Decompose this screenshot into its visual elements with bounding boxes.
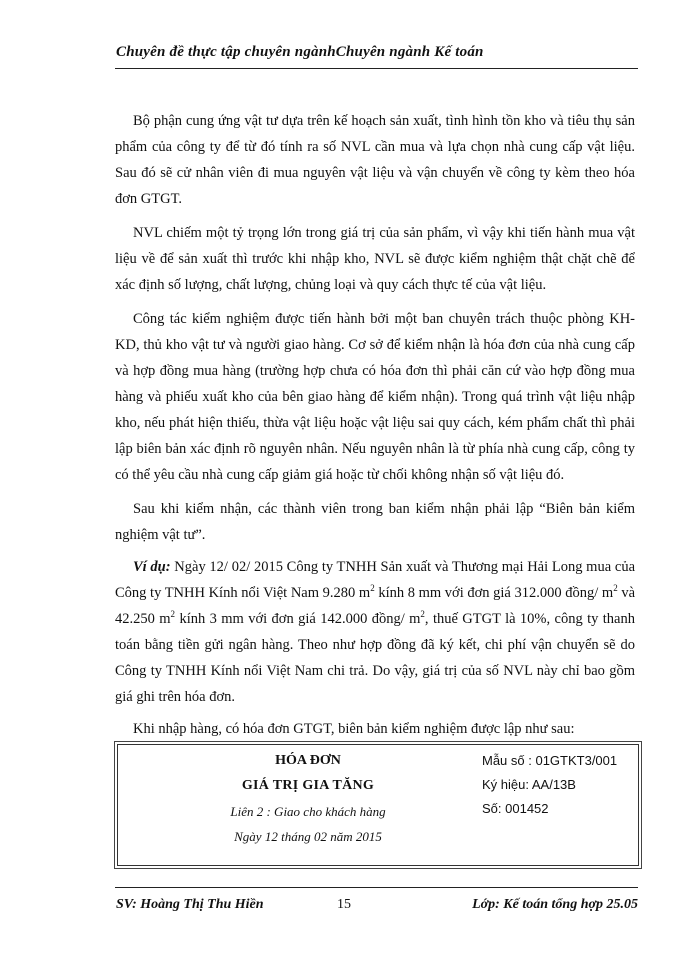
example-text-part-1: Ngày 12/ 02/ 2015 Công ty TNHH Sản xuất và Thương mại Hải Long mua của Công ty TNHH Kính nổi Việt Nam 9.280 m (115, 559, 635, 601)
invoice-copy-note: Liên 2 : Giao cho khách hàng (230, 804, 386, 819)
page-header-title: Chuyên đề thực tập chuyên ngànhChuyên ngành Kế toán (116, 44, 484, 60)
footer-student-name: SV: Hoàng Thị Thu Hiền (116, 897, 264, 912)
example-label: Ví dụ: (133, 559, 171, 575)
example-text-part-3: và 42.250 m (115, 585, 636, 627)
invoice-form-number: Mẫu số : 01GTKT3/001 (482, 753, 618, 768)
paragraph-inspection-process: Công tác kiểm nghiệm được tiến hành bởi một ban chuyên trách thuộc phòng KH- KD, thủ kho vật tư và người giao hàng. Cơ sở để kiểm nhận là hóa đơn của nhà cung cấp và hợp đồng mua hàng (trường hợp chưa có hóa đơn thì phải căn cứ vào hợp đồng mua hàng và phiếu xuất kho của bên giao hàng để kiểm nhận). Trong quá trình vật liệu nhập kho, nếu phát hiện thiếu, thừa vật liệu hoặc vật liệu sai quy cách, kém phẩm chất thì phải lập biên bản xác định rõ nguyên nhân. Nếu nguyên nhân là từ phía nhà cung cấp, công ty có thể yêu cầu nhà cung cấp giảm giá hoặc từ chối không nhận số vật liệu đó. (115, 311, 635, 483)
invoice-title-block (208, 753, 408, 854)
footer-class-name: Lớp: Kế toán tổng hợp 25.05 (472, 897, 638, 912)
invoice-subtitle: GIÁ TRỊ GIA TĂNG (241, 778, 375, 793)
invoice-date: Ngày 12 tháng 02 năm 2015 (234, 829, 382, 844)
invoice-number: Số: 001452 (482, 801, 549, 816)
document-body (115, 108, 635, 742)
superscript-square-3: 2 (170, 609, 176, 620)
example-text-part-4: kính 3 mm với đơn giá 142.000 đồng/ m (175, 611, 421, 627)
superscript-square-4: 2 (420, 609, 425, 620)
invoice-title: HÓA ĐƠN (275, 753, 341, 768)
header-divider (115, 68, 638, 69)
invoice-header-box (117, 744, 639, 866)
paragraph-invoice-intro: Khi nhập hàng, có hóa đơn GTGT, biên bản kiểm nghiệm được lập như sau: (133, 721, 575, 737)
paragraph-procurement: Bộ phận cung ứng vật tư dựa trên kế hoạch sản xuất, tình hình tồn kho và tiêu thụ sản phẩm của công ty để từ đó tính ra số NVL cần mua và lựa chọn nhà cung cấp vật liệu. Sau đó sẽ cử nhân viên đi mua nguyên vật liệu và vận chuyển về công ty kèm theo hóa đơn GTGT. (115, 113, 635, 207)
example-text-part-5: , thuế GTGT là 10%, công ty thanh toán bằng tiền gửi ngân hàng. Theo như hợp đồng đã ký kết, chi phí vận chuyển sẽ do Công ty TNHH Kính nổi Việt Nam chi trả. Do vậy, giá trị của số NVL này chỉ bao gồm giá ghi trên hóa đơn. (115, 611, 635, 705)
invoice-meta-block (482, 753, 634, 825)
paragraph-inspection-importance: NVL chiếm một tỷ trọng lớn trong giá trị của sản phẩm, vì vậy khi tiến hành mua vật liệu về để sản xuất thì trước khi nhập kho, NVL sẽ được kiểm nghiệm thật chặt chẽ để xác định số lượng, chất lượng, chủng loại và quy cách thực tế của vật liệu. (115, 225, 635, 293)
example-text-part-2: kính 8 mm với đơn giá 312.000 đồng/ m (374, 585, 614, 601)
superscript-square-2: 2 (613, 583, 618, 594)
paragraph-example (115, 554, 635, 710)
invoice-symbol: Ký hiệu: AA/13B (482, 777, 576, 792)
superscript-square-1: 2 (370, 583, 375, 594)
page-number: 15 (337, 897, 351, 912)
paragraph-inspection-report: Sau khi kiểm nhận, các thành viên trong ban kiểm nhận phải lập “Biên bản kiểm nghiệm vật tư”. (115, 501, 635, 543)
footer-divider (115, 887, 638, 888)
